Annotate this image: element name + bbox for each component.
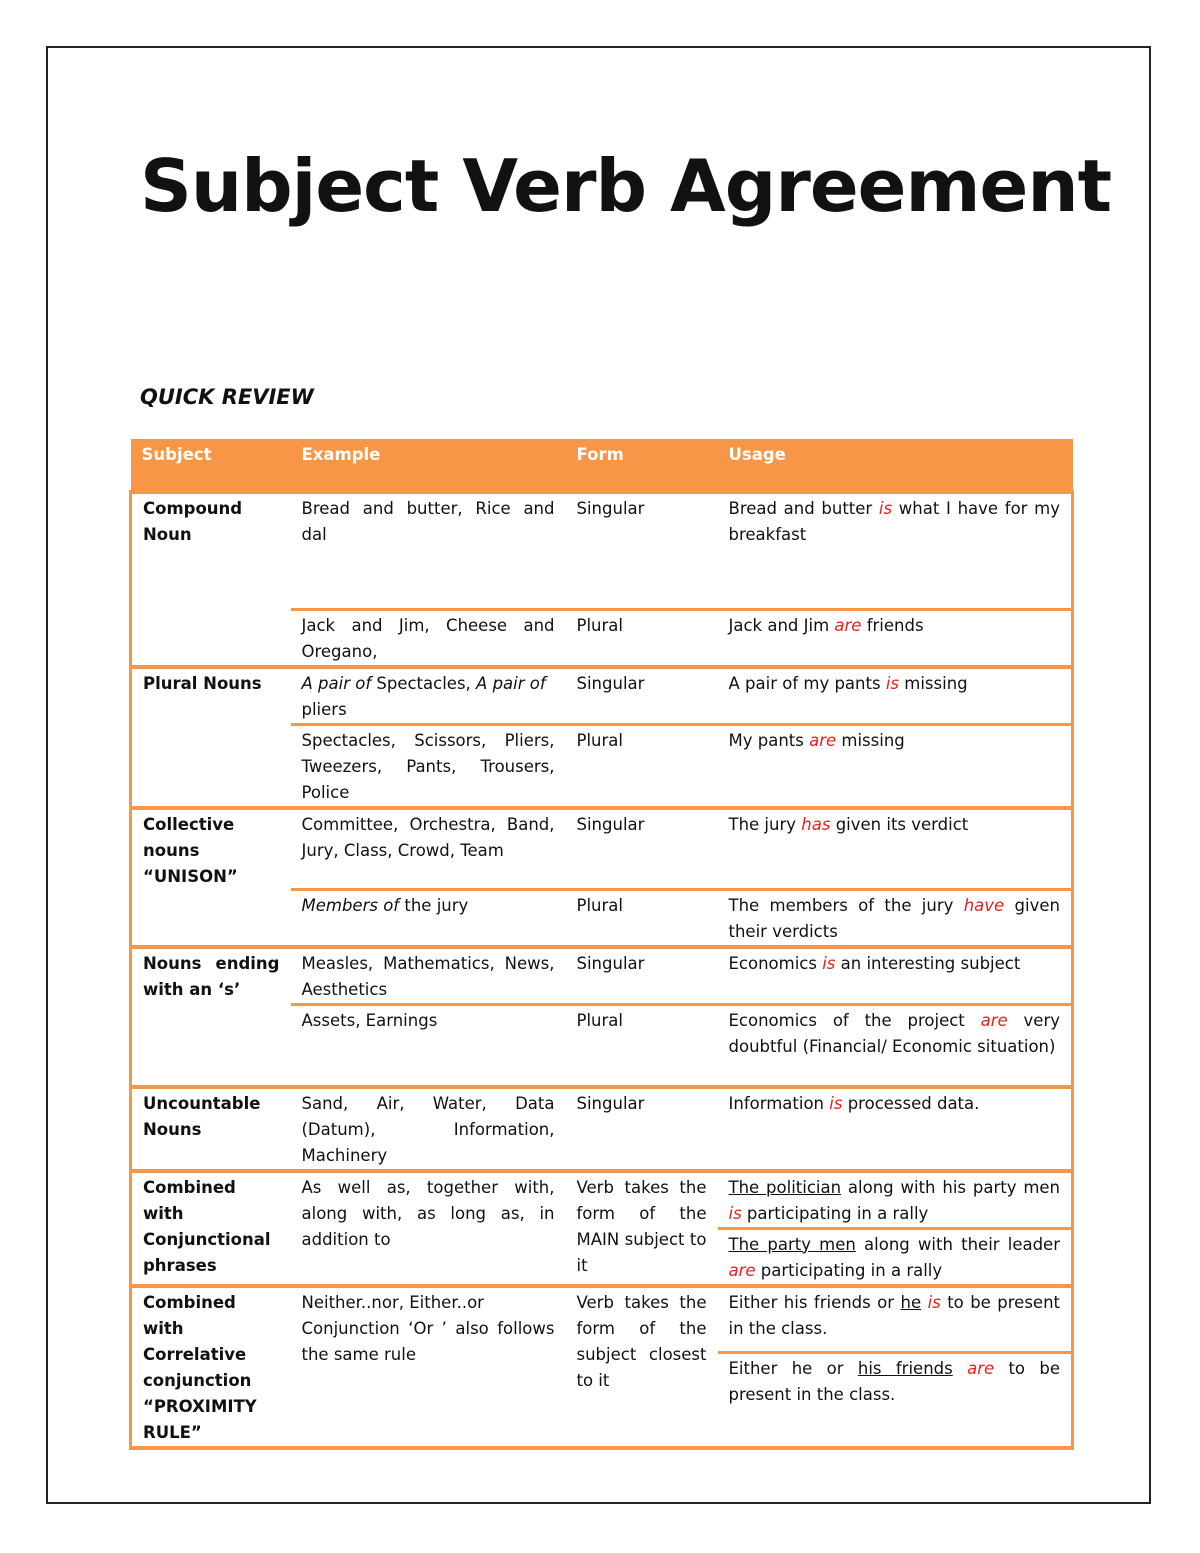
verb-highlight: is xyxy=(927,1292,941,1312)
example-cell: Committee, Orchestra, Band, Jury, Class, Crowd, Team xyxy=(291,808,566,890)
subject-cell: Nouns ending with an ‘s’ xyxy=(131,947,291,1087)
form-cell: Singular xyxy=(566,667,718,725)
closest-subject: he xyxy=(900,1292,922,1312)
subject-cell: Uncountable Nouns xyxy=(131,1087,291,1171)
example-cell: Assets, Earnings xyxy=(291,1005,566,1087)
example-cell: Bread and butter, Rice and dal xyxy=(291,492,566,609)
usage-cell: Information is processed data. xyxy=(718,1087,1073,1171)
usage-cell: My pants are missing xyxy=(718,724,1073,808)
header-subject: Subject xyxy=(131,439,291,492)
example-cell: Jack and Jim, Cheese and Oregano, xyxy=(291,609,566,667)
example-cell: Neither..nor, Either..or Conjunction ‘Or ’ also follows the same rule xyxy=(291,1286,566,1448)
table-row xyxy=(131,1087,1073,1171)
subject-cell: Compound Noun xyxy=(131,492,291,667)
table-row xyxy=(131,1286,1073,1353)
verb-highlight: has xyxy=(801,814,831,834)
usage-cell: Either his friends or he is to be present in the class. xyxy=(718,1286,1073,1353)
subject-cell: Combined with Correlative conjunction “PROXIMITY RULE” xyxy=(131,1286,291,1448)
table-row xyxy=(131,492,1073,609)
form-cell: Plural xyxy=(566,724,718,808)
form-cell: Verb takes the form of the subject closest to it xyxy=(566,1286,718,1448)
example-cell: Sand, Air, Water, Data (Datum), Information, Machinery xyxy=(291,1087,566,1171)
main-subject: The politician xyxy=(728,1177,842,1197)
example-cell: Members of the jury xyxy=(291,890,566,948)
verb-highlight: is xyxy=(728,1203,742,1223)
header-form: Form xyxy=(566,439,718,492)
form-cell: Singular xyxy=(566,492,718,609)
form-cell: Singular xyxy=(566,808,718,890)
verb-highlight: are xyxy=(967,1358,995,1378)
usage-cell: Economics is an interesting subject xyxy=(718,947,1073,1005)
form-cell: Singular xyxy=(566,1087,718,1171)
verb-highlight: is xyxy=(829,1093,843,1113)
form-cell: Plural xyxy=(566,1005,718,1087)
table-header-row xyxy=(131,439,1073,492)
table-row xyxy=(131,667,1073,725)
usage-cell: The politician along with his party men is participating in a rally xyxy=(718,1171,1073,1229)
verb-highlight: are xyxy=(834,615,862,635)
verb-highlight: is xyxy=(822,954,836,973)
form-cell: Plural xyxy=(566,890,718,948)
usage-cell: Economics of the project are very doubtful (Financial/ Economic situation) xyxy=(718,1005,1073,1087)
example-cell: Spectacles, Scissors, Pliers, Tweezers, Pants, Trousers, Police xyxy=(291,724,566,808)
form-cell: Singular xyxy=(566,947,718,1005)
header-usage: Usage xyxy=(718,439,1073,492)
verb-highlight: are xyxy=(728,1260,756,1280)
verb-highlight: have xyxy=(963,896,1005,915)
table-row xyxy=(131,1171,1073,1229)
verb-highlight: is xyxy=(885,673,900,693)
example-cell: As well as, together with, along with, as long as, in addition to xyxy=(291,1171,566,1286)
example-cell: Measles, Mathematics, News, Aesthetics xyxy=(291,947,566,1005)
verb-highlight: are xyxy=(809,730,837,750)
quick-review-table xyxy=(129,439,1074,1450)
usage-cell: The party men along with their leader are participating in a rally xyxy=(718,1228,1073,1286)
verb-highlight: is xyxy=(878,499,893,518)
usage-cell: Jack and Jim are friends xyxy=(718,609,1073,667)
verb-highlight: are xyxy=(980,1011,1008,1030)
subject-cell: Combined with Conjunctional phrases xyxy=(131,1171,291,1286)
usage-cell: Bread and butter is what I have for my breakfast xyxy=(718,492,1073,609)
form-cell: Plural xyxy=(566,609,718,667)
document-title: Subject Verb Agreement xyxy=(140,144,1112,228)
subject-cell: Plural Nouns xyxy=(131,667,291,808)
closest-subject: his friends xyxy=(857,1358,953,1378)
example-cell: A pair of Spectacles, A pair of pliers xyxy=(291,667,566,725)
usage-cell: The members of the jury have given their verdicts xyxy=(718,890,1073,948)
header-example: Example xyxy=(291,439,566,492)
usage-cell: A pair of my pants is missing xyxy=(718,667,1073,725)
form-cell: Verb takes the form of the MAIN subject to it xyxy=(566,1171,718,1286)
table-row xyxy=(131,808,1073,890)
section-heading: QUICK REVIEW xyxy=(140,385,314,409)
main-subject: The party men xyxy=(728,1234,856,1254)
subject-cell: Collective nouns “UNISON” xyxy=(131,808,291,948)
table-row xyxy=(131,947,1073,1005)
usage-cell: The jury has given its verdict xyxy=(718,808,1073,890)
usage-cell: Either he or his friends are to be present in the class. xyxy=(718,1352,1073,1447)
